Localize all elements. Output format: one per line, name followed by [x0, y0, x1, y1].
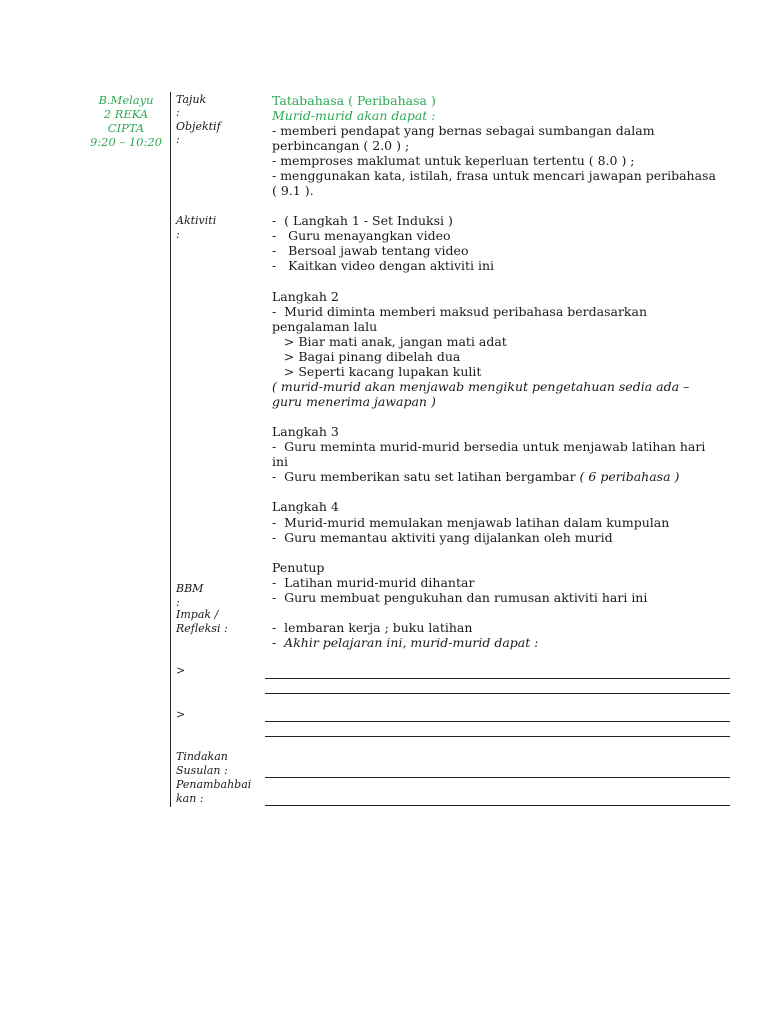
label-tajuk-colon: :: [176, 106, 180, 119]
step2-line: pengalaman lalu: [272, 319, 378, 334]
label-tindakan: Tindakan: [176, 750, 228, 763]
step3-last-line: [272, 469, 679, 484]
step3-title: Langkah 3: [272, 424, 339, 439]
penutup-line: - Latihan murid-murid dihantar: [272, 575, 475, 590]
objective-line: - memproses maklumat untuk keperluan tertentu ( 8.0 ) ;: [272, 153, 635, 168]
objective-intro: Murid-murid akan dapat :: [272, 108, 436, 123]
step1-line: - Guru menayangkan video: [272, 228, 451, 243]
label-kan: kan :: [176, 792, 204, 805]
step4-line: - Murid-murid memulakan menjawab latihan dalam kumpulan: [272, 515, 670, 530]
step2-line: - Murid diminta memberi maksud peribahasa berdasarkan: [272, 304, 648, 319]
step2-line: > Seperti kacang lupakan kulit: [272, 364, 482, 379]
step3-last-italic: ( 6 peribahasa ): [579, 469, 680, 484]
step1-line: - ( Langkah 1 - Set Induksi ): [272, 213, 453, 228]
label-aktiviti: Aktiviti: [176, 214, 217, 227]
label-bbm: BBM: [176, 582, 204, 595]
label-penambahbai: Penambahbai: [176, 778, 252, 791]
step4-line: - Guru memantau aktiviti yang dijalankan oleh murid: [272, 530, 613, 545]
label-objektif-colon: :: [176, 133, 180, 146]
label-aktiviti-colon: :: [176, 228, 180, 241]
writing-line: [265, 721, 730, 722]
writing-line: [265, 736, 730, 737]
step2-title: Langkah 2: [272, 289, 339, 304]
class-info: [86, 93, 166, 149]
step2-note: ( murid-murid akan menjawab mengikut pengetahuan sedia ada –: [272, 379, 690, 394]
penutup-line: - Guru membuat pengukuhan dan rumusan aktiviti hari ini: [272, 590, 648, 605]
objective-line: - menggunakan kata, istilah, frasa untuk mencari jawapan peribahasa: [272, 168, 716, 183]
step1-line: - Kaitkan video dengan aktiviti ini: [272, 258, 495, 273]
impak-line: [272, 635, 538, 650]
label-refleksi: Refleksi :: [176, 622, 228, 635]
label-arrow-1: >: [176, 664, 186, 677]
step1-line: - Bersoal jawab tentang video: [272, 243, 469, 258]
bbm-value: - lembaran kerja ; buku latihan: [272, 620, 473, 635]
impak-value: Akhir pelajaran ini, murid-murid dapat :: [284, 635, 539, 650]
subject: B.Melayu: [98, 93, 154, 107]
writing-line: [265, 693, 730, 694]
label-tajuk: Tajuk: [176, 93, 207, 106]
step3-line: ini: [272, 454, 289, 469]
step2-note: guru menerima jawapan ): [272, 394, 436, 409]
impak-prefix: -: [272, 635, 285, 650]
writing-line: [265, 777, 730, 778]
objective-line: ( 9.1 ).: [272, 183, 314, 198]
class-name-line2: CIPTA: [107, 121, 145, 135]
class-name-line1: 2 REKA: [103, 107, 149, 121]
time-slot: 9:20 – 10:20: [89, 135, 163, 149]
step4-title: Langkah 4: [272, 499, 339, 514]
step2-line: > Biar mati anak, jangan mati adat: [272, 334, 507, 349]
writing-line: [265, 678, 730, 679]
objective-line: - memberi pendapat yang bernas sebagai sumbangan dalam: [272, 123, 655, 138]
lesson-title: Tatabahasa ( Peribahasa ): [272, 93, 436, 108]
objective-line: perbincangan ( 2.0 ) ;: [272, 138, 410, 153]
step3-last-text: - Guru memberikan satu set latihan bergambar: [272, 469, 580, 484]
penutup-title: Penutup: [272, 560, 325, 575]
vertical-divider: [170, 92, 171, 807]
label-susulan: Susulan :: [176, 764, 228, 777]
label-bbm-colon: :: [176, 596, 180, 609]
step3-line: - Guru meminta murid-murid bersedia untuk menjawab latihan hari: [272, 439, 706, 454]
step2-line: > Bagai pinang dibelah dua: [272, 349, 461, 364]
writing-line: [265, 805, 730, 806]
label-impak: Impak /: [176, 608, 219, 621]
label-objektif: Objektif: [176, 120, 221, 133]
label-arrow-2: >: [176, 708, 186, 721]
